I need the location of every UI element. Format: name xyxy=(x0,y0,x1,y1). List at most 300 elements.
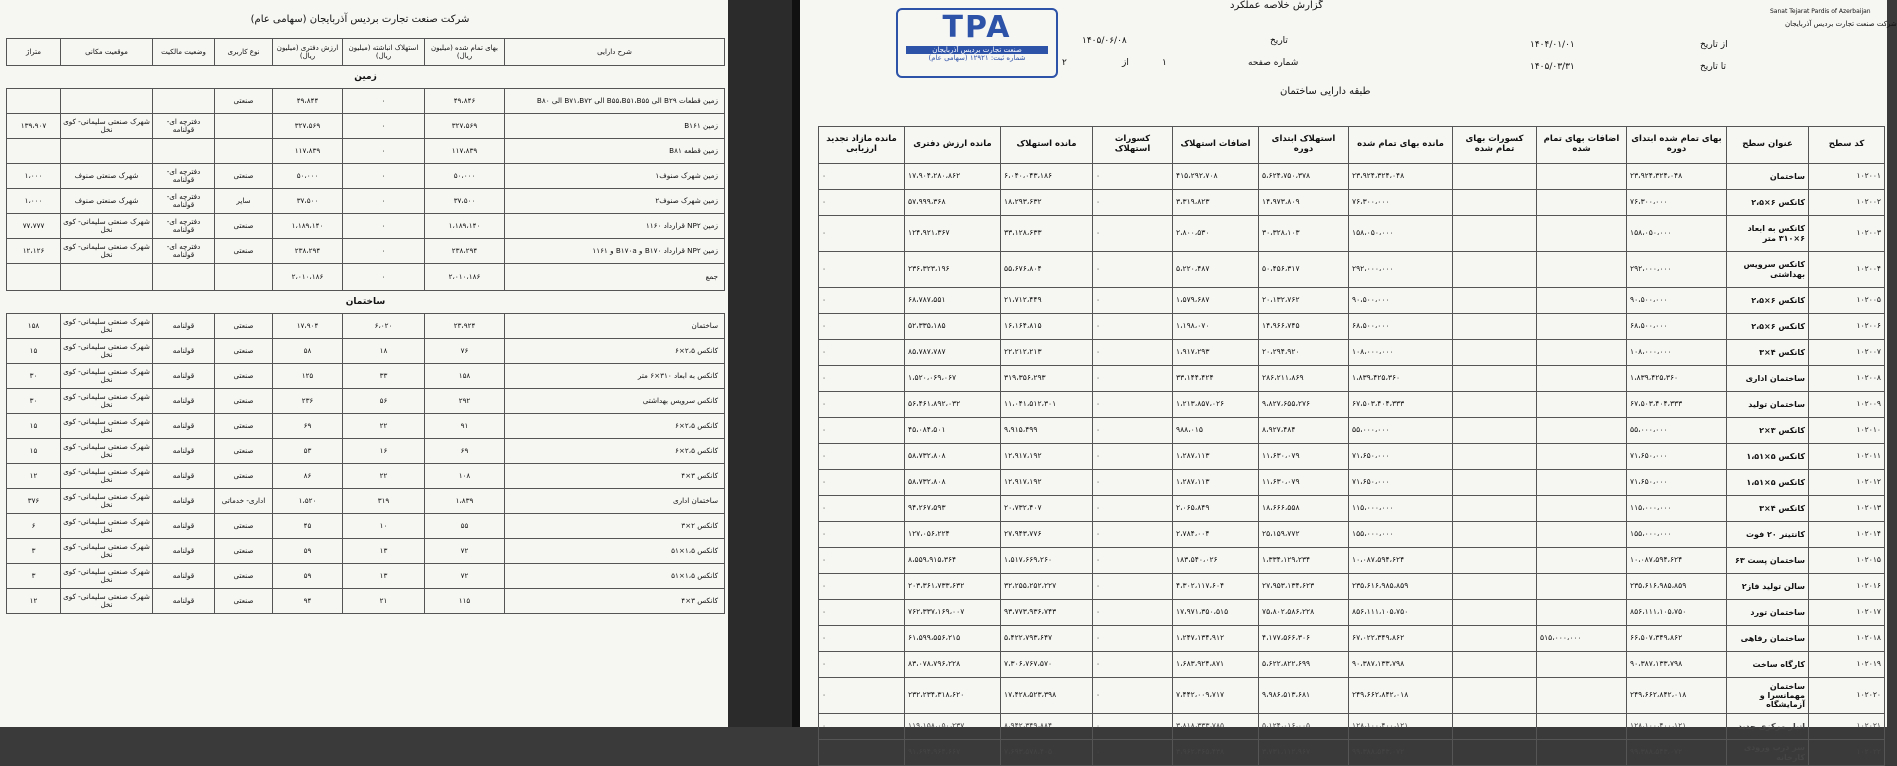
amount-cell: ۵۶،۴۶۱،۸۹۲،۰۳۲ xyxy=(905,392,1001,418)
amount-cell: ۷،۳۰۶،۷۶۷،۵۷۰ xyxy=(1001,652,1093,678)
cell-desc: کانکس ۲×۳ xyxy=(505,514,725,539)
amount-cell xyxy=(1453,496,1537,522)
amount-cell: ۷۶،۳۰۰،۰۰۰ xyxy=(1349,190,1453,216)
amount-cell: ۶۶،۵۰۷،۳۴۹،۸۶۲ xyxy=(1627,626,1727,652)
cell-book: ۲۳۸،۲۹۴ xyxy=(273,239,343,264)
cell-book: ۲۳۶ xyxy=(273,389,343,414)
table-row xyxy=(7,364,725,389)
level-code: ۱۰۲۰۰۸ xyxy=(1809,366,1885,392)
cell-own: قولنامه xyxy=(153,364,215,389)
cell-desc: کانکس ۱،۵×۵۱ xyxy=(505,539,725,564)
amount-cell: ۴،۱۷۷،۵۶۶،۳۰۶ xyxy=(1259,626,1349,652)
amount-cell: ۹۹،۳۸۸،۵۴۳،۰۷۲ xyxy=(1627,740,1727,766)
amount-cell xyxy=(1537,366,1627,392)
table-row xyxy=(819,496,1885,522)
amount-cell: ۲۰،۱۳۲،۷۶۲ xyxy=(1259,288,1349,314)
amount-cell: ۰ xyxy=(1093,314,1173,340)
cell-cost: ۶۹ xyxy=(425,439,505,464)
column-header: اضافات بهای تمام شده xyxy=(1537,127,1627,164)
amount-cell: ۰ xyxy=(819,252,905,288)
table-row xyxy=(7,589,725,614)
level-code: ۱۰۲۰۱۸ xyxy=(1809,626,1885,652)
table-row xyxy=(7,514,725,539)
cell-cost: ۷۲ xyxy=(425,564,505,589)
amount-cell: ۸،۵۵۹،۹۱۵،۳۶۴ xyxy=(905,548,1001,574)
cell-desc: زمین NP۲ قرارداد B۱۷۰ و B۱۷۰a و ۱۱۶۱ xyxy=(505,239,725,264)
table-row xyxy=(819,548,1885,574)
table-row xyxy=(819,626,1885,652)
cell-loc: شهرک صنعتی سلیمانی- کوی نخل xyxy=(61,514,153,539)
amount-cell: ۰ xyxy=(819,444,905,470)
amount-cell xyxy=(1453,652,1537,678)
cell-own: دفترچه ای- قولنامه xyxy=(153,239,215,264)
amount-cell: ۱۰۸،۰۰۰،۰۰۰ xyxy=(1627,340,1727,366)
amount-cell xyxy=(1537,652,1627,678)
amount-cell: ۱۵۵،۰۰۰،۰۰۰ xyxy=(1627,522,1727,548)
amount-cell: ۱۰،۰۸۷،۵۹۴،۶۲۴ xyxy=(1627,548,1727,574)
cell-desc: ساختمان xyxy=(505,314,725,339)
cell-desc: کانکس ۱،۵×۵۱ xyxy=(505,564,725,589)
cell-cost: ۲۳،۹۲۴ xyxy=(425,314,505,339)
amount-cell xyxy=(1537,392,1627,418)
building-table-header xyxy=(819,127,1885,164)
amount-cell xyxy=(1537,714,1627,740)
cell-area: ۱،۰۰۰ xyxy=(7,189,61,214)
amount-cell: ۷۶،۳۰۰،۰۰۰ xyxy=(1627,190,1727,216)
amount-cell: ۶۷،۵۰۳،۴۰۴،۳۳۳ xyxy=(1349,392,1453,418)
left-column-header: بهای تمام شده (میلیون ریال) xyxy=(425,39,505,66)
amount-cell: ۸،۹۲۷،۴۸۴ xyxy=(1259,418,1349,444)
cell-book: ۵۹ xyxy=(273,564,343,589)
stamp-logo: TPA xyxy=(942,10,1012,45)
left-column-header: شرح دارایی xyxy=(505,39,725,66)
cell-desc: کانکس به ابعاد ۳۱۰×۶ متر xyxy=(505,364,725,389)
table-row xyxy=(819,714,1885,740)
column-header: کد سطح xyxy=(1809,127,1885,164)
amount-cell: ۱،۲۴۷،۱۳۴،۹۱۲ xyxy=(1173,626,1259,652)
amount-cell: ۱۱۵،۰۰۰،۰۰۰ xyxy=(1349,496,1453,522)
amount-cell: ۱۵۸،۰۵۰،۰۰۰ xyxy=(1627,216,1727,252)
level-code: ۱۰۲۰۰۲ xyxy=(1809,190,1885,216)
amount-cell: ۰ xyxy=(1093,600,1173,626)
amount-cell: ۲۱،۷۱۲،۴۴۹ xyxy=(1001,288,1093,314)
total-cost: ۲،۰۱۰،۱۸۶ xyxy=(425,264,505,291)
amount-cell: ۵۵،۰۰۰،۰۰۰ xyxy=(1627,418,1727,444)
cell-area xyxy=(7,139,61,164)
cell-loc xyxy=(61,89,153,114)
company-english-name: Sanat Tejarat Pardis of Azerbaijan xyxy=(1770,8,1871,15)
from-date-label: از تاریخ xyxy=(1700,40,1728,50)
page-gutter xyxy=(728,0,800,727)
amount-cell: ۶۱،۵۹۹،۵۵۶،۲۱۵ xyxy=(905,626,1001,652)
level-code: ۱۰۲۰۱۲ xyxy=(1809,470,1885,496)
cell-use: صنعتی xyxy=(215,364,273,389)
amount-cell: ۲۳۵،۶۱۶،۹۸۵،۸۵۹ xyxy=(1349,574,1453,600)
to-date-value: ۱۴۰۵/۰۳/۳۱ xyxy=(1530,62,1575,72)
left-column-header: نوع کاربری xyxy=(215,39,273,66)
cell-loc: شهرک صنعتی سلیمانی- کوی نخل xyxy=(61,214,153,239)
amount-cell: ۲،۸۰۰،۵۳۰ xyxy=(1173,216,1259,252)
left-column-header: وضعیت مالکیت xyxy=(153,39,215,66)
amount-cell: ۲۴۹،۶۶۲،۸۴۲،۰۱۸ xyxy=(1349,678,1453,714)
cell-dep: ۰ xyxy=(343,164,425,189)
amount-cell: ۰ xyxy=(819,366,905,392)
level-title: کانکس به ابعاد ۶×۳۱۰ متر xyxy=(1727,216,1809,252)
cell-use: صنعتی xyxy=(215,389,273,414)
amount-cell: ۲۹۲،۰۰۰،۰۰۰ xyxy=(1349,252,1453,288)
amount-cell: ۶۷،۰۲۲،۳۴۹،۸۶۲ xyxy=(1349,626,1453,652)
amount-cell xyxy=(1537,496,1627,522)
amount-cell: ۱۵۵،۰۰۰،۰۰۰ xyxy=(1349,522,1453,548)
cell-cost: ۷۶ xyxy=(425,339,505,364)
table-row xyxy=(819,418,1885,444)
amount-cell: ۱،۶۸۳،۹۲۴،۸۷۱ xyxy=(1173,652,1259,678)
level-title: کانکس ۶×۲،۵ xyxy=(1727,288,1809,314)
amount-cell: ۰ xyxy=(1093,626,1173,652)
amount-cell xyxy=(1453,216,1537,252)
report-date-label: تاریخ xyxy=(1270,36,1288,46)
amount-cell: ۲۹۲،۰۰۰،۰۰۰ xyxy=(1627,252,1727,288)
amount-cell: ۰ xyxy=(819,678,905,714)
amount-cell: ۰ xyxy=(819,548,905,574)
amount-cell: ۱۴،۹۶۶،۷۴۵ xyxy=(1259,314,1349,340)
amount-cell: ۹۰،۳۸۷،۱۳۳،۷۹۸ xyxy=(1349,652,1453,678)
amount-cell: ۲۳۲،۲۳۴،۳۱۸،۶۲۰ xyxy=(905,678,1001,714)
amount-cell: ۱۶،۱۶۴،۸۱۵ xyxy=(1001,314,1093,340)
amount-cell: ۲۷،۹۵۳،۱۳۴،۶۲۳ xyxy=(1259,574,1349,600)
amount-cell: ۵۰،۴۵۶،۳۱۷ xyxy=(1259,252,1349,288)
column-header: مانده استهلاک xyxy=(1001,127,1093,164)
cell-desc: زمین شهرک صنوف۲ xyxy=(505,189,725,214)
cell-loc: شهرک صنعتی سلیمانی- کوی نخل xyxy=(61,539,153,564)
cell-desc: کانکس ۲،۵×۶ xyxy=(505,439,725,464)
amount-cell: ۱۸،۲۹۳،۶۳۲ xyxy=(1001,190,1093,216)
amount-cell: ۱،۵۷۹،۶۸۷ xyxy=(1173,288,1259,314)
amount-cell: ۰ xyxy=(1093,164,1173,190)
cell-area: ۱۵ xyxy=(7,339,61,364)
cell-own: قولنامه xyxy=(153,464,215,489)
amount-cell: ۷۱،۶۵۰،۰۰۰ xyxy=(1349,444,1453,470)
cell-desc: کانکس ۲،۵×۶ xyxy=(505,414,725,439)
cell-use: صنعتی xyxy=(215,539,273,564)
table-row xyxy=(819,366,1885,392)
building-section-header xyxy=(7,291,725,314)
amount-cell: ۰ xyxy=(1093,740,1173,766)
amount-cell: ۱۲،۹۱۷،۱۹۲ xyxy=(1001,470,1093,496)
amount-cell xyxy=(1453,190,1537,216)
amount-cell xyxy=(1537,314,1627,340)
amount-cell: ۲،۰۶۵،۸۴۹ xyxy=(1173,496,1259,522)
amount-cell: ۴۱۵،۲۹۲،۷۰۸ xyxy=(1173,164,1259,190)
cell-cost: ۱،۱۸۹،۱۴۰ xyxy=(425,214,505,239)
amount-cell: ۱۰،۰۸۷،۵۹۴،۶۲۴ xyxy=(1349,548,1453,574)
cell-own: قولنامه xyxy=(153,439,215,464)
amount-cell: ۱،۵۱۷،۶۶۹،۲۶۰ xyxy=(1001,548,1093,574)
left-table-header xyxy=(7,39,725,66)
cell-use: سایر xyxy=(215,189,273,214)
column-header: کسورات استهلاک xyxy=(1093,127,1173,164)
amount-cell: ۸۵۶،۱۱۱،۱۰۵،۷۵۰ xyxy=(1349,600,1453,626)
cell-book: ۹۴ xyxy=(273,589,343,614)
level-title: سالن تولید فاز۲ xyxy=(1727,574,1809,600)
amount-cell: ۲۳۶،۳۲۳،۱۹۶ xyxy=(905,252,1001,288)
amount-cell: ۰ xyxy=(819,164,905,190)
asset-class-subtitle: طبقه دارایی ساختمان xyxy=(1280,86,1371,97)
cell-cost: ۱۵۸ xyxy=(425,364,505,389)
amount-cell: ۵۵،۰۰۰،۰۰۰ xyxy=(1349,418,1453,444)
left-column-header: موقعیت مکانی xyxy=(61,39,153,66)
column-header: کسورات بهای تمام شده xyxy=(1453,127,1537,164)
cell-desc: زمین شهرک صنوف۱ xyxy=(505,164,725,189)
to-date-label: تا تاریخ xyxy=(1700,62,1727,72)
table-row xyxy=(7,214,725,239)
amount-cell: ۷،۴۴۲،۰۰۹،۷۱۷ xyxy=(1173,678,1259,714)
amount-cell: ۱۲،۹۱۷،۱۹۲ xyxy=(1001,444,1093,470)
amount-cell: ۱۰۸،۰۰۰،۰۰۰ xyxy=(1349,340,1453,366)
level-title: کانکس ۴×۳ xyxy=(1727,496,1809,522)
amount-cell xyxy=(1453,252,1537,288)
amount-cell: ۵۷،۹۹۹،۳۶۸ xyxy=(905,190,1001,216)
level-code: ۱۰۲۰۱۷ xyxy=(1809,600,1885,626)
building-table-body xyxy=(819,164,1885,766)
amount-cell: ۱،۵۲۰،۰۶۹،۰۶۷ xyxy=(905,366,1001,392)
table-row xyxy=(7,114,725,139)
cell-loc xyxy=(61,139,153,164)
cell-cost: ۳۷،۵۰۰ xyxy=(425,189,505,214)
amount-cell: ۰ xyxy=(819,216,905,252)
amount-cell: ۳،۳۱۹،۸۲۳ xyxy=(1173,190,1259,216)
cell-dep: ۰ xyxy=(343,189,425,214)
table-row xyxy=(7,389,725,414)
amount-cell: ۲،۷۸۴،۰۰۴ xyxy=(1173,522,1259,548)
total-book: ۲،۰۱۰،۱۸۶ xyxy=(273,264,343,291)
amount-cell: ۰ xyxy=(819,470,905,496)
level-code: ۱۰۲۰۱۶ xyxy=(1809,574,1885,600)
amount-cell: ۱۱۵،۰۰۰،۰۰۰ xyxy=(1627,496,1727,522)
cell-dep: ۱۳ xyxy=(343,564,425,589)
amount-cell: ۹۹،۳۸۸،۵۴۳،۰۷۲ xyxy=(1349,740,1453,766)
table-row xyxy=(819,470,1885,496)
level-title: ساختمان رفاهی xyxy=(1727,626,1809,652)
amount-cell: ۱،۸۳۹،۴۲۵،۳۶۰ xyxy=(1349,366,1453,392)
amount-cell: ۱،۱۹۸،۰۷۰ xyxy=(1173,314,1259,340)
level-title: کانکس ۶×۲،۵ xyxy=(1727,314,1809,340)
right-document-page xyxy=(800,0,1897,762)
cell-area: ۱۵ xyxy=(7,439,61,464)
amount-cell: ۹۰،۵۰۰،۰۰۰ xyxy=(1627,288,1727,314)
amount-cell: ۵،۴۲۲،۷۹۳،۶۴۷ xyxy=(1001,626,1093,652)
amount-cell: ۰ xyxy=(819,652,905,678)
amount-cell: ۱۱،۰۴۱،۵۱۲،۳۰۱ xyxy=(1001,392,1093,418)
amount-cell: ۰ xyxy=(819,340,905,366)
amount-cell: ۲۰،۲۹۴،۹۲۰ xyxy=(1259,340,1349,366)
left-document-title: شرکت صنعت تجارت بردیس آذربایجان (سهامی عام) xyxy=(250,14,470,25)
cell-book: ۵۹ xyxy=(273,539,343,564)
cell-desc: زمین B۱۶۱ xyxy=(505,114,725,139)
report-date-value: ۱۴۰۵/۰۶/۰۸ xyxy=(1082,36,1127,46)
cell-dep: ۰ xyxy=(343,139,425,164)
cell-use: صنعتی xyxy=(215,164,273,189)
amount-cell: ۸،۹۴۲،۳۴۹،۸۸۴ xyxy=(1001,714,1093,740)
amount-cell: ۰ xyxy=(1093,574,1173,600)
table-row xyxy=(819,740,1885,766)
cell-loc: شهرک صنعتی سلیمانی- کوی نخل xyxy=(61,239,153,264)
table-row xyxy=(7,164,725,189)
cell-dep: ۰ xyxy=(343,89,425,114)
level-title: ساختمان مهمانسرا و آزمایشگاه xyxy=(1727,678,1809,714)
left-column-header: متراژ xyxy=(7,39,61,66)
amount-cell: ۶۸،۵۰۰،۰۰۰ xyxy=(1349,314,1453,340)
stamp-company-line: صنعت تجارت بردیس آذربایجان xyxy=(906,46,1048,54)
cell-loc: شهرک صنعتی سلیمانی- کوی نخل xyxy=(61,389,153,414)
amount-cell xyxy=(1453,288,1537,314)
amount-cell: ۱۸۳،۵۴۰،۰۲۶ xyxy=(1173,548,1259,574)
cell-loc: شهرک صنعتی سلیمانی- کوی نخل xyxy=(61,414,153,439)
amount-cell xyxy=(1537,252,1627,288)
cell-use xyxy=(215,114,273,139)
level-code: ۱۰۲۰۰۴ xyxy=(1809,252,1885,288)
amount-cell xyxy=(1453,470,1537,496)
amount-cell: ۲۲،۲۱۲،۲۱۳ xyxy=(1001,340,1093,366)
level-code: ۱۰۲۰۰۶ xyxy=(1809,314,1885,340)
total-empty-cell xyxy=(153,264,215,291)
cell-own: قولنامه xyxy=(153,314,215,339)
amount-cell: ۰ xyxy=(1093,366,1173,392)
cell-use: اداری- خدماتی xyxy=(215,489,273,514)
amount-cell xyxy=(1453,522,1537,548)
cell-book: ۸۶ xyxy=(273,464,343,489)
amount-cell xyxy=(1537,288,1627,314)
cell-dep: ۳۳ xyxy=(343,364,425,389)
cell-area: ۳ xyxy=(7,564,61,589)
amount-cell: ۱۲۴،۹۲۱،۳۶۷ xyxy=(905,216,1001,252)
table-row xyxy=(819,288,1885,314)
cell-own: دفترچه ای- قولنامه xyxy=(153,114,215,139)
cell-cost: ۱۱۵ xyxy=(425,589,505,614)
cell-book: ۱،۱۸۹،۱۴۰ xyxy=(273,214,343,239)
cell-desc: زمین NP۲ قرارداد ۱۱۶۰ xyxy=(505,214,725,239)
cell-cost: ۴۹،۸۴۶ xyxy=(425,89,505,114)
amount-cell: ۰ xyxy=(1093,652,1173,678)
amount-cell xyxy=(1453,444,1537,470)
table-row xyxy=(7,439,725,464)
amount-cell xyxy=(1537,600,1627,626)
amount-cell: ۲۳،۹۲۴،۳۲۴،۰۴۸ xyxy=(1627,164,1727,190)
amount-cell: ۲۰،۷۳۲،۴۰۷ xyxy=(1001,496,1093,522)
cell-own xyxy=(153,89,215,114)
amount-cell: ۰ xyxy=(819,522,905,548)
cell-area: ۳۰ xyxy=(7,364,61,389)
cell-book: ۵۸ xyxy=(273,339,343,364)
cell-dep: ۱۶ xyxy=(343,439,425,464)
amount-cell: ۰ xyxy=(819,714,905,740)
table-row xyxy=(819,314,1885,340)
amount-cell: ۰ xyxy=(1093,678,1173,714)
amount-cell: ۲۸۶،۲۱۱،۸۶۹ xyxy=(1259,366,1349,392)
cell-book: ۱۲۵ xyxy=(273,364,343,389)
level-code: ۱۰۲۰۰۷ xyxy=(1809,340,1885,366)
amount-cell: ۹۱،۶۹۴،۹۶۴،۶۶۷ xyxy=(905,740,1001,766)
cell-desc: کانکس ۳×۴ xyxy=(505,589,725,614)
amount-cell: ۳۳،۱۲۸،۶۳۳ xyxy=(1001,216,1093,252)
cell-cost: ۱،۸۳۹ xyxy=(425,489,505,514)
column-header: اضافات استهلاک xyxy=(1173,127,1259,164)
amount-cell xyxy=(1453,678,1537,714)
amount-cell: ۸۵،۷۸۷،۷۸۷ xyxy=(905,340,1001,366)
level-code: ۱۰۲۰۱۹ xyxy=(1809,652,1885,678)
cell-dep: ۱۳ xyxy=(343,539,425,564)
amount-cell: ۰ xyxy=(1093,496,1173,522)
company-stamp xyxy=(896,8,1058,78)
table-row xyxy=(819,522,1885,548)
cell-cost: ۵۰،۰۰۰ xyxy=(425,164,505,189)
cell-desc: زمین قطعات B۲۹ الی B۵۵،B۵۱،B۵۵ الی B۷۱،B۷۲ الی B۸۰ xyxy=(505,89,725,114)
cell-area: ۷۷،۷۷۷ xyxy=(7,214,61,239)
cell-own: قولنامه xyxy=(153,414,215,439)
amount-cell: ۵۸،۷۳۲،۸۰۸ xyxy=(905,444,1001,470)
amount-cell xyxy=(1453,714,1537,740)
stamp-registration-line: شماره ثبت: ۱۲۹۲۱ (سهامی عام) xyxy=(928,54,1026,62)
cell-area: ۳ xyxy=(7,539,61,564)
amount-cell: ۰ xyxy=(819,392,905,418)
amount-cell xyxy=(1453,314,1537,340)
table-row xyxy=(819,600,1885,626)
table-row xyxy=(819,652,1885,678)
cell-loc: شهرک صنعتی سلیمانی- کوی نخل xyxy=(61,364,153,389)
cell-dep: ۱۰ xyxy=(343,514,425,539)
cell-dep: ۱۸ xyxy=(343,339,425,364)
level-title: ساختمان تورد xyxy=(1727,600,1809,626)
amount-cell: ۲۵،۱۵۹،۷۷۲ xyxy=(1259,522,1349,548)
cell-own: دفترچه ای- قولنامه xyxy=(153,189,215,214)
cell-own: دفترچه ای- قولنامه xyxy=(153,164,215,189)
cell-area: ۳۰ xyxy=(7,389,61,414)
total-empty-cell xyxy=(7,264,61,291)
amount-cell: ۸۳،۰۷۸،۷۹۶،۲۲۸ xyxy=(905,652,1001,678)
cell-area xyxy=(7,89,61,114)
table-row xyxy=(7,339,725,364)
column-header: بهای تمام شده ابتدای دوره xyxy=(1627,127,1727,164)
cell-dep: ۵۶ xyxy=(343,389,425,414)
cell-area: ۱۲ xyxy=(7,464,61,489)
level-title: کانکس ۴×۳ xyxy=(1727,340,1809,366)
page-number-label: شماره صفحه xyxy=(1248,58,1299,68)
cell-book: ۱،۵۲۰ xyxy=(273,489,343,514)
amount-cell: ۸۵۶،۱۱۱،۱۰۵،۷۵۰ xyxy=(1627,600,1727,626)
cell-book: ۱۷،۹۰۴ xyxy=(273,314,343,339)
land-total-row xyxy=(7,264,725,291)
cell-cost: ۱۰۸ xyxy=(425,464,505,489)
page-number-value: ۱ xyxy=(1162,58,1167,68)
cell-loc: شهرک صنعتی صنوف xyxy=(61,164,153,189)
cell-use: صنعتی xyxy=(215,514,273,539)
cell-loc: شهرک صنعتی سلیمانی- کوی نخل xyxy=(61,339,153,364)
amount-cell: ۷۱،۶۵۰،۰۰۰ xyxy=(1627,470,1727,496)
level-code: ۱۰۲۰۰۹ xyxy=(1809,392,1885,418)
cell-cost: ۲۳۸،۲۹۴ xyxy=(425,239,505,264)
cell-area: ۳۷۶ xyxy=(7,489,61,514)
cell-desc: کانکس ۳×۴ xyxy=(505,464,725,489)
total-desc: جمع xyxy=(505,264,725,291)
amount-cell xyxy=(1537,574,1627,600)
cell-area: ۱۵ xyxy=(7,414,61,439)
cell-use: صنعتی xyxy=(215,564,273,589)
amount-cell: ۱۲۸،۱۰۰،۴۰۰،۱۲۱ xyxy=(1627,714,1727,740)
amount-cell: ۰ xyxy=(1093,340,1173,366)
amount-cell: ۰ xyxy=(1093,392,1173,418)
cell-desc: کانکس سرویس بهداشتی xyxy=(505,389,725,414)
amount-cell: ۰ xyxy=(1093,252,1173,288)
